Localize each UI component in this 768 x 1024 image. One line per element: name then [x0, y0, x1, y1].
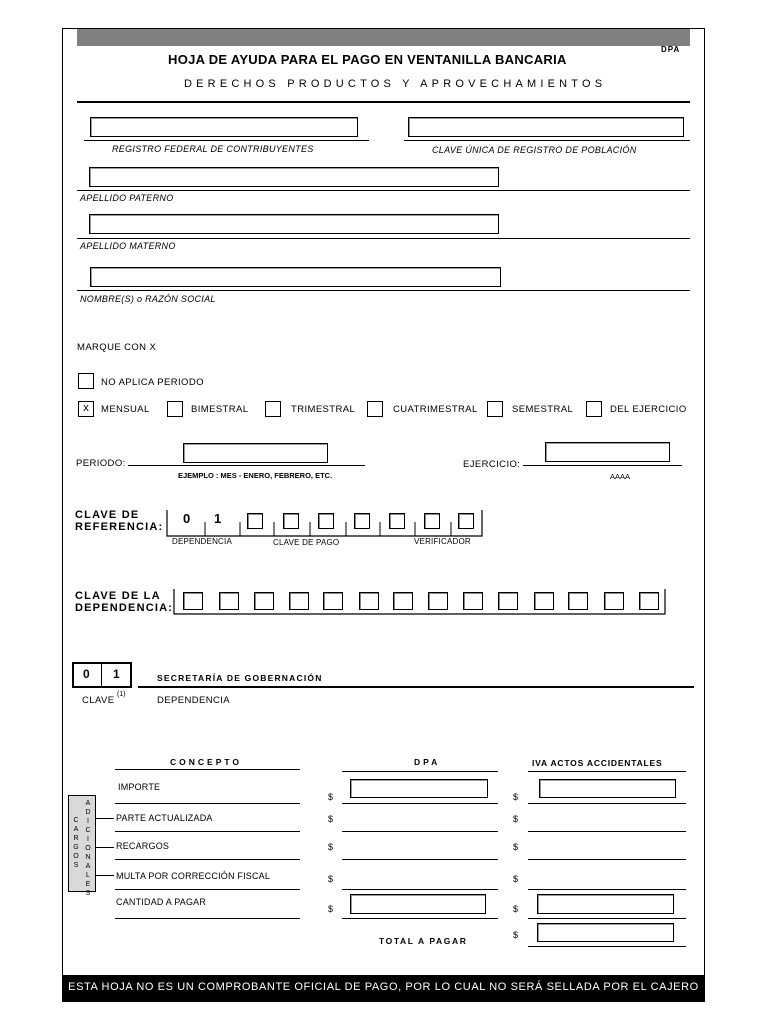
maternal-underline [77, 238, 690, 239]
name-label: NOMBRE(S) o RAZÓN SOCIAL [80, 294, 216, 304]
reference-digit-box[interactable] [354, 513, 370, 529]
currency-sign: $ [328, 842, 334, 852]
dependency-digit-1: 0 [83, 667, 90, 681]
recargos-iva-line[interactable] [528, 859, 686, 860]
mensual-checkbox[interactable]: x [78, 401, 94, 417]
form-subtitle: DERECHOS PRODUCTOS Y APROVECHAMIENTOS [184, 78, 607, 90]
ejercicio-year-label: EJERCICIO: [463, 459, 521, 470]
total-field[interactable] [537, 923, 674, 942]
importe-dpa-field[interactable] [350, 779, 488, 798]
concepto-header: CONCEPTO [170, 757, 243, 767]
row-line [115, 859, 300, 860]
paternal-underline [77, 190, 690, 191]
dependency-key-box[interactable] [498, 592, 518, 610]
semestral-label: SEMESTRAL [512, 404, 574, 415]
ejercicio-field[interactable] [545, 442, 670, 462]
semestral-checkbox[interactable] [487, 401, 503, 417]
adicionales-vertical-label: A D I C I O N A L E S [85, 800, 91, 897]
reference-verificador-label: VERIFICADOR [414, 537, 471, 546]
paternal-surname-label: APELLIDO PATERNO [80, 193, 174, 203]
form-code: DPA [661, 45, 681, 54]
importe-iva-input[interactable] [540, 782, 675, 799]
multa-dpa-line[interactable] [342, 889, 498, 890]
cantidad-dpa-field[interactable] [350, 894, 486, 914]
total-label: TOTAL A PAGAR [379, 936, 468, 946]
currency-sign: $ [328, 792, 334, 802]
reference-digit-1: 0 [183, 511, 191, 526]
reference-dependencia-label: DEPENDENCIA [172, 537, 232, 546]
cantidad-iva-field[interactable] [537, 894, 674, 914]
dependency-key-label-2: DEPENDENCIA: [75, 602, 174, 614]
bracket-tick [96, 818, 114, 819]
dependency-key-box[interactable] [463, 592, 483, 610]
dpa-header-line [342, 771, 498, 772]
periodo-hint: EJEMPLO : MES - ENERO, FEBRERO, ETC. [178, 471, 333, 480]
dependency-underline [138, 686, 694, 688]
reference-digit-box[interactable] [283, 513, 299, 529]
rfc-label: REGISTRO FEDERAL DE CONTRIBUYENTES [112, 144, 314, 154]
row-line [342, 803, 498, 804]
reference-digit-box[interactable] [389, 513, 405, 529]
parte-actualizada-label: PARTE ACTUALIZADA [116, 813, 213, 823]
dependency-key-box[interactable] [393, 592, 413, 610]
concepto-header-line [115, 769, 300, 770]
mark-instruction: MARQUE CON X [77, 342, 157, 353]
dependency-clave-note: (1) [117, 691, 126, 698]
periodo-input[interactable] [184, 445, 327, 463]
cantidad-iva-input[interactable] [538, 896, 673, 914]
row-line [115, 831, 300, 832]
trimestral-checkbox[interactable] [265, 401, 281, 417]
ejercicio-hint: AAAA [610, 472, 631, 481]
periodo-underline [128, 465, 365, 466]
paternal-surname-field[interactable] [89, 167, 499, 187]
paternal-surname-input[interactable] [90, 169, 498, 187]
recargos-dpa-line[interactable] [342, 859, 498, 860]
parte-actualizada-dpa-line[interactable] [342, 831, 498, 832]
currency-sign: $ [513, 814, 519, 824]
currency-sign: $ [328, 904, 334, 914]
currency-sign: $ [328, 874, 334, 884]
name-field[interactable] [90, 267, 501, 287]
reference-label-2: REFERENCIA: [75, 521, 164, 533]
dependency-clave-divider [101, 662, 102, 688]
dpa-header: DPA [414, 757, 441, 767]
currency-sign: $ [513, 930, 519, 940]
dependency-key-frame [173, 588, 668, 616]
name-input[interactable] [91, 269, 500, 287]
header-bar [77, 29, 690, 46]
dependency-key-box[interactable] [254, 592, 274, 610]
multa-label: MULTA POR CORRECCIÓN FISCAL [116, 871, 271, 881]
importe-dpa-input[interactable] [351, 782, 487, 799]
row-line [115, 918, 300, 919]
ejercicio-label: DEL EJERCICIO [610, 404, 687, 415]
cuatrimestral-checkbox[interactable] [367, 401, 383, 417]
reference-digit-box[interactable] [318, 513, 334, 529]
row-line [115, 889, 300, 890]
row-line [528, 803, 686, 804]
bracket-tick [96, 875, 114, 876]
curp-field[interactable] [408, 117, 684, 137]
periodo-label: PERIODO: [76, 458, 126, 469]
curp-label: CLAVE ÚNICA DE REGISTRO DE POBLACIÓN [432, 145, 637, 155]
total-input[interactable] [538, 926, 673, 943]
rfc-underline [84, 140, 369, 141]
dependency-key-box[interactable] [534, 592, 554, 610]
row-line [342, 918, 498, 919]
dependency-key-box[interactable] [604, 592, 624, 610]
header-divider [77, 101, 690, 103]
row-line [115, 803, 300, 804]
ejercicio-underline [523, 465, 682, 466]
dependency-clave-label: CLAVE [82, 695, 115, 706]
total-line [528, 946, 686, 947]
rfc-field[interactable] [90, 117, 358, 137]
cantidad-label: CANTIDAD A PAGAR [116, 897, 207, 907]
ejercicio-input[interactable] [546, 444, 669, 462]
cargos-vertical-label: C A R G O S [73, 817, 79, 869]
dependency-key-box[interactable] [183, 592, 203, 610]
dependency-key-box[interactable] [323, 592, 343, 610]
dependency-key-box[interactable] [639, 592, 659, 610]
no-aplica-checkbox[interactable] [78, 373, 94, 389]
iva-header: IVA ACTOS ACCIDENTALES [532, 758, 663, 768]
iva-header-line [528, 771, 686, 772]
dependency-name-label: DEPENDENCIA [157, 695, 231, 706]
reference-digit-box[interactable] [247, 513, 263, 529]
dependency-digit-2: 1 [113, 667, 120, 681]
name-underline [77, 290, 690, 291]
bracket-tick [96, 847, 114, 848]
row-line [528, 918, 686, 919]
form-title: HOJA DE AYUDA PARA EL PAGO EN VENTANILLA BANCARIA [168, 52, 567, 67]
reference-digit-2: 1 [214, 511, 222, 526]
dependency-key-label-1: CLAVE DE LA [75, 590, 161, 602]
parte-actualizada-iva-line[interactable] [528, 831, 686, 832]
reference-label-1: CLAVE DE [75, 509, 140, 521]
ejercicio-checkbox[interactable] [586, 401, 602, 417]
mensual-label: MENSUAL [101, 404, 150, 415]
currency-sign: $ [513, 874, 519, 884]
importe-iva-field[interactable] [539, 779, 676, 798]
maternal-surname-field[interactable] [89, 214, 499, 234]
dependency-clave-box [72, 662, 132, 688]
dependency-key-box[interactable] [568, 592, 588, 610]
importe-label: IMPORTE [118, 782, 161, 792]
dependency-key-box[interactable] [428, 592, 448, 610]
cantidad-dpa-input[interactable] [351, 896, 485, 914]
reference-digit-box[interactable] [458, 513, 474, 529]
no-aplica-label: NO APLICA PERIODO [101, 377, 204, 388]
cuatrimestral-label: CUATRIMESTRAL [393, 404, 478, 415]
periodo-field[interactable] [183, 443, 328, 463]
bimestral-checkbox[interactable] [167, 401, 183, 417]
dependency-name: SECRETARÍA DE GOBERNACIÓN [157, 673, 323, 683]
reference-digit-box[interactable] [424, 513, 440, 529]
reference-clave-pago-label: CLAVE DE PAGO [273, 538, 340, 547]
bimestral-label: BIMESTRAL [191, 404, 249, 415]
recargos-label: RECARGOS [116, 841, 170, 851]
maternal-surname-label: APELLIDO MATERNO [80, 241, 176, 251]
multa-iva-line[interactable] [528, 889, 686, 890]
maternal-surname-input[interactable] [90, 216, 498, 234]
dependency-key-box[interactable] [289, 592, 309, 610]
dependency-key-box[interactable] [219, 592, 239, 610]
currency-sign: $ [513, 842, 519, 852]
currency-sign: $ [513, 904, 519, 914]
currency-sign: $ [513, 792, 519, 802]
currency-sign: $ [328, 814, 334, 824]
dependency-key-box[interactable] [359, 592, 379, 610]
trimestral-label: TRIMESTRAL [291, 404, 356, 415]
curp-underline [404, 140, 690, 141]
rfc-input[interactable] [91, 119, 357, 137]
footer-notice: ESTA HOJA NO ES UN COMPROBANTE OFICIAL DE PAGO, POR LO CUAL NO SERÁ SELLADA POR EL CAJERO [62, 975, 705, 1002]
curp-input[interactable] [409, 119, 683, 137]
